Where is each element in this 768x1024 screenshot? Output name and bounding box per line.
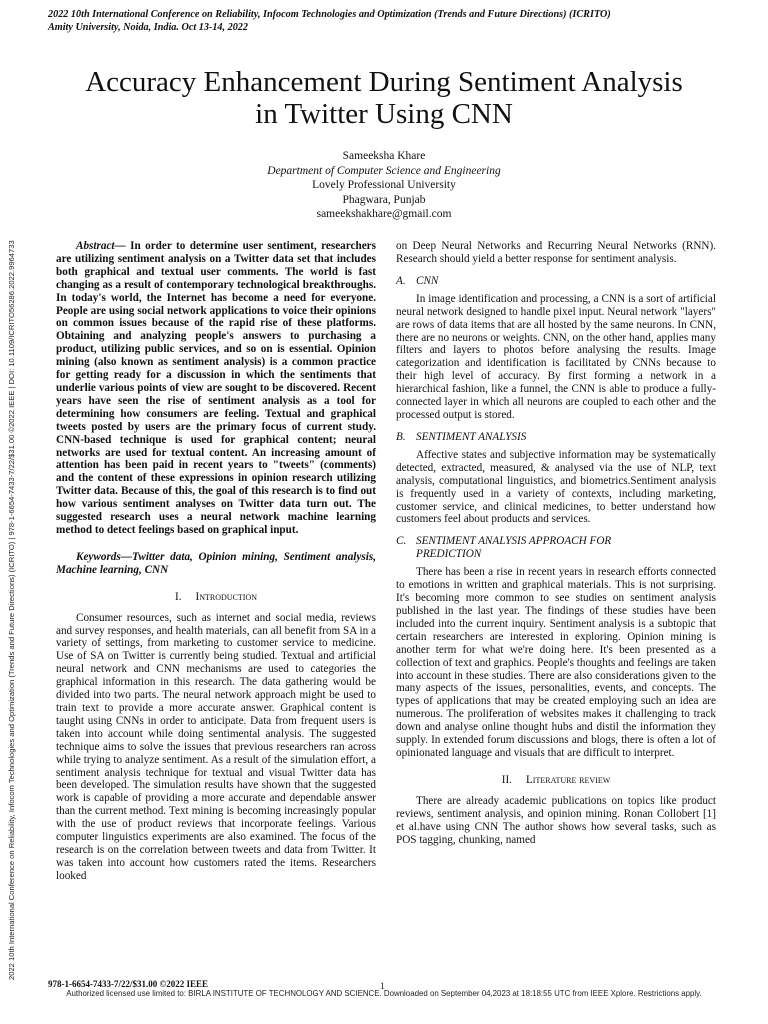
abstract-label: Abstract— bbox=[76, 240, 126, 252]
author-block bbox=[200, 149, 568, 222]
subsection-number: B. bbox=[396, 430, 406, 443]
footer-isbn: 978-1-6654-7433-7/22/$31.00 ©2022 IEEE bbox=[48, 979, 208, 989]
side-doi-strip bbox=[4, 80, 16, 980]
sentiment-analysis-paragraph: Affective states and subjective information may be systematically detected, extracted, measured, & analysed via the use of NLP, text analysis, computational linguistics, and biometrics.Sentiment analysis is frequently used in a variety of contexts, including marketing, customer service, and clinical medicines, to better understand how customers feel about products and services. bbox=[396, 448, 716, 526]
subsection-number: C. bbox=[396, 535, 407, 548]
sa-approach-paragraph: There has been a rise in recent years in research efforts connected to emotions in written and graphical materials. This is not surprising. It's becoming more common to see studies on sentiment analysis published in the last year. The findings of these studies have been included into the current inquiry. Sentiment analysis is a subtopic that certain researchers are interested in exploring. Opinion mining is another term for what we're doing here. It's been presented as a collection of text and graphics. People's thoughts and feelings are taken into account in these studies. There are also considerations given to the many aspects of the issues, personalities, events, and concepts. The types of applications that may be created employing such an idea are numerous. The proliferation of websites makes it challenging to track down and analyse online thought hubs and distil the information they supply. In extended forum discussions and blogs, there is often a lot of opinionated language and visuals that are difficult to interpret. bbox=[396, 566, 716, 759]
author-email: sameekshakhare@gmail.com bbox=[316, 208, 452, 220]
literature-paragraph: There are already academic publications on topics like product reviews, sentiment analysis, and opinion mining. Ronan Collobert [1] et al.have using CNN The author shows how several tasks, such as POS tagging, chunking, named bbox=[396, 794, 716, 846]
cnn-paragraph: In image identification and processing, a CNN is a sort of artificial neural network designed to handle pixel input. Neural network "layers" are rows of data items that are all hosted by the same neurons. In CNN, there are no neurons or weights. CNN, on the other hand, applies many filters and layers to photos before analysing the results. Image categorization and identification is facilitated by CNNs because to their high level of accuracy. By first forming a network in a hierarchical fashion, like a funnel, the CNN is able to produce a fully-connected layer in which all neurons are coupled to each other and the processed output is stored. bbox=[396, 292, 716, 421]
section-title: Introduction bbox=[195, 590, 258, 603]
section-number: II. bbox=[501, 773, 512, 786]
subsection-title: SENTIMENT ANALYSIS bbox=[416, 430, 527, 443]
author-name: Sameeksha Khare bbox=[342, 150, 426, 162]
subsection-title-line2: PREDICTION bbox=[416, 548, 482, 561]
section-number: I. bbox=[174, 590, 182, 603]
license-notice: Authorized licensed use limited to: BIRLA INSTITUTE OF TECHNOLOGY AND SCIENCE. Downloaded on September 04,2023 at 18:18:55 UTC from IEEE Xplore. Restrictions apply. bbox=[66, 989, 702, 998]
conference-header-line2: Amity University, Noida, India. Oct 13-14, 2022 bbox=[48, 22, 248, 33]
author-department: Department of Computer Science and Engineering bbox=[267, 164, 501, 177]
abstract bbox=[56, 240, 376, 537]
paper-title bbox=[40, 66, 728, 130]
author-university: Lovely Professional University bbox=[312, 179, 456, 191]
abstract-text: In order to determine user sentiment, researchers are utilizing sentiment analysis on a Twitter data set that includes both graphical and textual user comments. The world is fast changing as a result of contemporary technological breakthroughs. In today's world, the Internet has become a need for everyone. People are using social network applications to voice their opinions on common issues because of the rapid rise of these platforms. Obtaining and analyzing people's answers to purchasing a product, utilizing public services, and so on is essential. Opinion mining (also known as sentiment analysis) is a common practice for getting ready for a discussion in which the sentiments that underlie various points of view are sought to be discovered. Recent years have seen the rise of sentiment analysis as a tool for determining how consumers are feeling. Textual and graphical tweets posted by users are the primary focus of current study. CNN-based technique is used for graphical content; neural networks are used for textual content. An increasing amount of attention has been paid in recent years to "tweets" (comments) and the content of these expressions in opinion research utilizing Twitter data. Because of this, the goal of this research is to find out how various sentiment analyses on Twitter data turn out. The suggested research uses a neural network machine learning method to detect feelings based on graphical input. bbox=[56, 240, 376, 536]
conference-header-line1: 2022 10th International Conference on Reliability, Infocom Technologies and Optimization (Trends and Future Directions) (ICRITO) bbox=[48, 9, 611, 20]
intro-continuation: on Deep Neural Networks and Recurring Neural Networks (RNN). Research should yield a better response for sentiment analysis. bbox=[396, 240, 716, 265]
author-location: Phagwara, Punjab bbox=[342, 193, 426, 206]
subsection-heading-cnn bbox=[396, 275, 716, 288]
left-column bbox=[56, 240, 376, 883]
page-number: 1 bbox=[380, 981, 385, 991]
title-line2: in Twitter Using CNN bbox=[255, 98, 513, 130]
subsection-title-line1: SENTIMENT ANALYSIS APPROACH FOR bbox=[416, 535, 612, 548]
title-line1: Accuracy Enhancement During Sentiment Analysis bbox=[85, 66, 683, 98]
conference-header bbox=[48, 8, 738, 34]
intro-paragraph: Consumer resources, such as internet and social media, reviews and survey responses, and health materials, can all benefit from SA in a variety of settings, from marketing to customer service to medicine. Use of SA on Twitter is currently being studied. Textual and artificial neural network and CNN mechanisms are used to categories the graphical information in this research. The data gathering would be divided into two parts. The neural network approach might be used to train text to provide a more accurate answer. Graphical content is taught using CNNs in order to anticipate. Data from frequent users is taken into account while doing sentimental analysis. The suggested technique aims to solve the issues that previous researchers ran across while trying to analyze sentiment. As a result of the simulation effort, a sentiment analysis technique for textual and visual Twitter data has been developed. The simulation results have shown that the suggested work is capable of providing a more accurate and dependable answer than the current method. Text mining is becoming increasingly popular with the use of product reviews that incorporate feelings. Various computer linguistics experiments are also examined. The focus of the research is on the correlation between tweets and data from Twitter. It was taken into account how customers rated the items. Researchers looked bbox=[56, 611, 376, 882]
subsection-heading-sa-approach bbox=[396, 535, 716, 561]
side-doi-text: 2022 10th International Conference on Reliability, Infocom Technologies and Optimization (Trends and Future Directions) (ICRITO) | 978-1-6654-7433-7/22/$31.00 ©2022 IEEE | DOI: 10.1109/ICRITO56286.2022.9964733 bbox=[7, 240, 16, 980]
subsection-title: CNN bbox=[416, 274, 439, 287]
section-title: Literature review bbox=[525, 773, 611, 786]
section-heading-literature-review bbox=[396, 774, 716, 787]
subsection-heading-sentiment-analysis bbox=[396, 431, 716, 444]
right-column bbox=[396, 240, 716, 847]
keywords: Keywords—Twitter data, Opinion mining, Sentiment analysis, Machine learning, CNN bbox=[56, 550, 376, 576]
section-heading-introduction bbox=[56, 591, 376, 604]
subsection-number: A. bbox=[396, 274, 406, 287]
